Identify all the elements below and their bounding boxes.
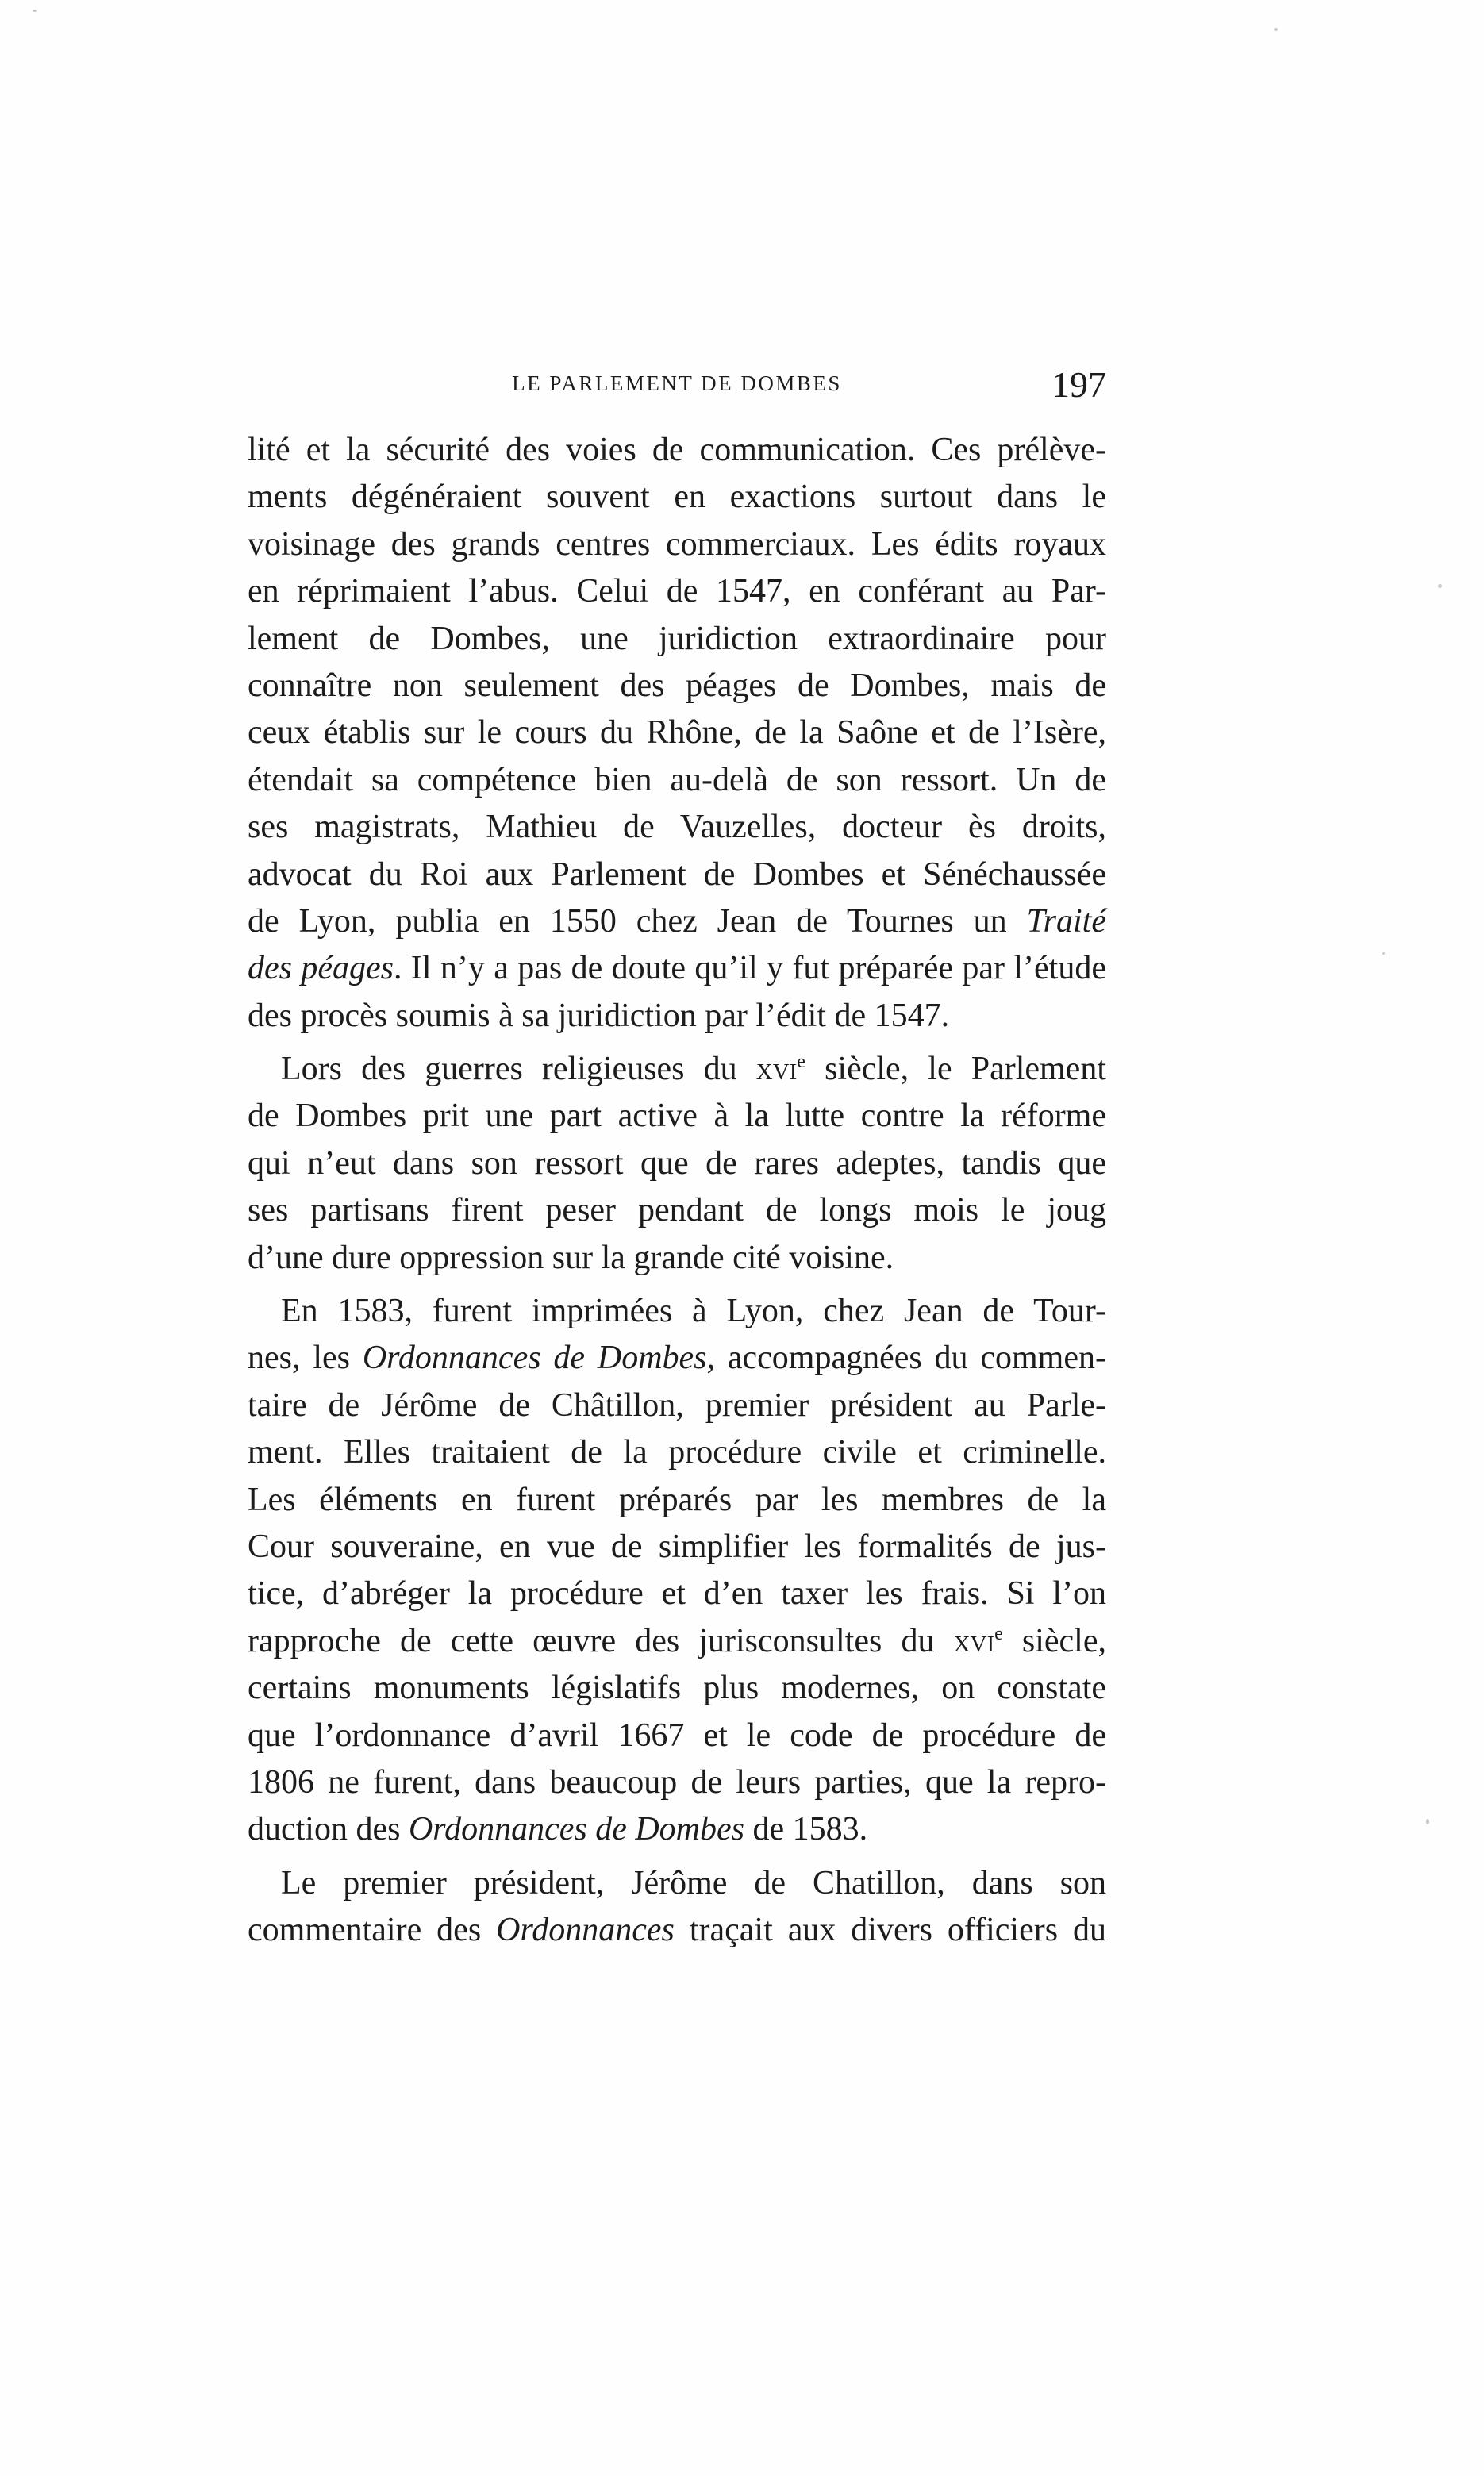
text-line: [248, 709, 1106, 756]
text-line: [248, 1187, 1106, 1234]
text-segment: lité et la sécurité des voies de communication. Ces prélève-: [248, 432, 1106, 468]
text-line: [248, 1806, 1106, 1853]
text-line: [248, 663, 1106, 709]
text-segment: ment. Elles traitaient de la procédure civile et criminelle.: [248, 1434, 1106, 1471]
text-segment: commentaire des: [248, 1912, 497, 1949]
text-segment: duction des: [248, 1811, 409, 1848]
paragraph-gap: [248, 1854, 1106, 1860]
text-segment: certains monuments législatifs plus modernes, on constate: [248, 1670, 1106, 1707]
text-line: [248, 1140, 1106, 1187]
text-segment: . Il n’y a pas de doute qu’il y fut préparée par l’étude: [394, 950, 1106, 987]
text-line: [248, 1046, 1106, 1093]
text-segment: Lors des guerres religieuses du: [281, 1051, 756, 1088]
text-segment: traçait aux divers officiers du: [674, 1912, 1106, 1949]
superscript: e: [797, 1052, 805, 1073]
text-segment: ments dégénéraient souvent en exactions surtout dans le: [248, 479, 1106, 516]
text-segment: connaître non seulement des péages de Dombes, mais de: [248, 667, 1106, 704]
text-line: [248, 1382, 1106, 1429]
italic-title: Ordonnances: [496, 1912, 675, 1949]
text-line: [248, 1477, 1106, 1524]
text-segment: ceux établis sur le cours du Rhône, de la Saône et de l’Isère,: [248, 714, 1106, 752]
running-title: LE PARLEMENT DE DOMBES: [512, 371, 842, 395]
paper-speck: [1274, 28, 1278, 31]
text-line: [248, 1524, 1106, 1571]
text-line: [248, 1571, 1106, 1617]
text-line: [248, 1093, 1106, 1140]
superscript: e: [994, 1623, 1003, 1644]
paragraph-gap: [248, 1040, 1106, 1046]
paper-speck: [1382, 952, 1385, 955]
text-line: [248, 852, 1106, 898]
text-line: [248, 616, 1106, 663]
text-line: [248, 1907, 1106, 1954]
text-segment: qui n’eut dans son ressort que de rares adeptes, tandis que: [248, 1144, 1106, 1182]
text-line: [248, 1618, 1106, 1665]
text-line: [248, 993, 1106, 1040]
text-line: [248, 945, 1106, 992]
paper-speck: [33, 10, 37, 12]
paragraph-gap: [248, 1282, 1106, 1288]
italic-title: Ordonnances de Dombes: [408, 1811, 745, 1848]
text-line: [248, 804, 1106, 851]
italic-title: Ordonnances de Dombes,: [362, 1340, 716, 1377]
text-segment: 1806 ne furent, dans beaucoup de leurs parties, que la repro-: [248, 1763, 1106, 1801]
text-segment: Le premier président, Jérôme de Chatillon, dans son: [281, 1864, 1106, 1901]
text-line: [248, 1429, 1106, 1476]
text-line: [248, 474, 1106, 521]
text-segment: accompagnées du commen-: [715, 1340, 1106, 1377]
text-segment: ses magistrats, Mathieu de Vauzelles, docteur ès droits,: [248, 809, 1106, 846]
text-line: [248, 1759, 1106, 1806]
text-segment: siècle, le Parlement: [805, 1051, 1106, 1088]
text-segment: nes, les: [248, 1340, 363, 1377]
paper-speck: [1438, 584, 1442, 588]
text-line: [248, 1335, 1106, 1382]
text-segment: taire de Jérôme de Châtillon, premier président au Parle-: [248, 1386, 1106, 1424]
page-number: 197: [1051, 364, 1106, 405]
text-line: [248, 1235, 1106, 1282]
text-segment: étendait sa compétence bien au-delà de son ressort. Un de: [248, 761, 1106, 798]
text-line: [248, 521, 1106, 568]
text-line: [248, 757, 1106, 804]
text-segment: des procès soumis à sa juridiction par l’édit de 1547.: [248, 997, 950, 1034]
italic-title: Traité: [1026, 902, 1106, 940]
text-segment: de Dombes prit une part active à la lutte contre la réforme: [248, 1098, 1106, 1135]
text-segment: Cour souveraine, en vue de simplifier les formalités de jus-: [248, 1528, 1106, 1565]
text-line: [248, 1713, 1106, 1759]
text-segment: tice, d’abréger la procédure et d’en taxer les frais. Si l’on: [248, 1575, 1106, 1613]
text-line: [248, 427, 1106, 474]
text-segment: que l’ordonnance d’avril 1667 et le code de procédure de: [248, 1717, 1106, 1754]
text-line: [248, 1860, 1106, 1907]
century-numeral: xvi: [755, 1051, 798, 1088]
running-head: [248, 363, 1106, 411]
text-segment: lement de Dombes, une juridiction extraordinaire pour: [248, 620, 1106, 657]
text-segment: ses partisans firent peser pendant de longs mois le joug: [248, 1192, 1106, 1229]
paper-speck: [1426, 1819, 1429, 1824]
text-line: [248, 898, 1106, 945]
text-segment: rapproche de cette œuvre des jurisconsultes du: [248, 1622, 954, 1659]
century-numeral: xvi: [953, 1622, 995, 1659]
text-line: [248, 568, 1106, 615]
italic-title: des péages: [248, 950, 394, 987]
text-segment: d’une dure oppression sur la grande cité voisine.: [248, 1239, 894, 1276]
text-segment: Les éléments en furent préparés par les membres de la: [248, 1481, 1106, 1518]
text-line: [248, 1288, 1106, 1335]
text-segment: de Lyon, publia en 1550 chez Jean de Tournes un: [248, 902, 1027, 940]
text-segment: voisinage des grands centres commerciaux. Les édits royaux: [248, 525, 1106, 563]
text-line: [248, 1665, 1106, 1712]
text-segment: siècle,: [1002, 1622, 1106, 1659]
body-text: [248, 427, 1106, 1955]
text-segment: en réprimaient l’abus. Celui de 1547, en conférant au Par-: [248, 573, 1106, 610]
text-segment: En 1583, furent imprimées à Lyon, chez Jean de Tour-: [281, 1293, 1106, 1330]
text-segment: de 1583.: [744, 1811, 868, 1848]
text-segment: advocat du Roi aux Parlement de Dombes et Sénéchaussée: [248, 855, 1106, 893]
